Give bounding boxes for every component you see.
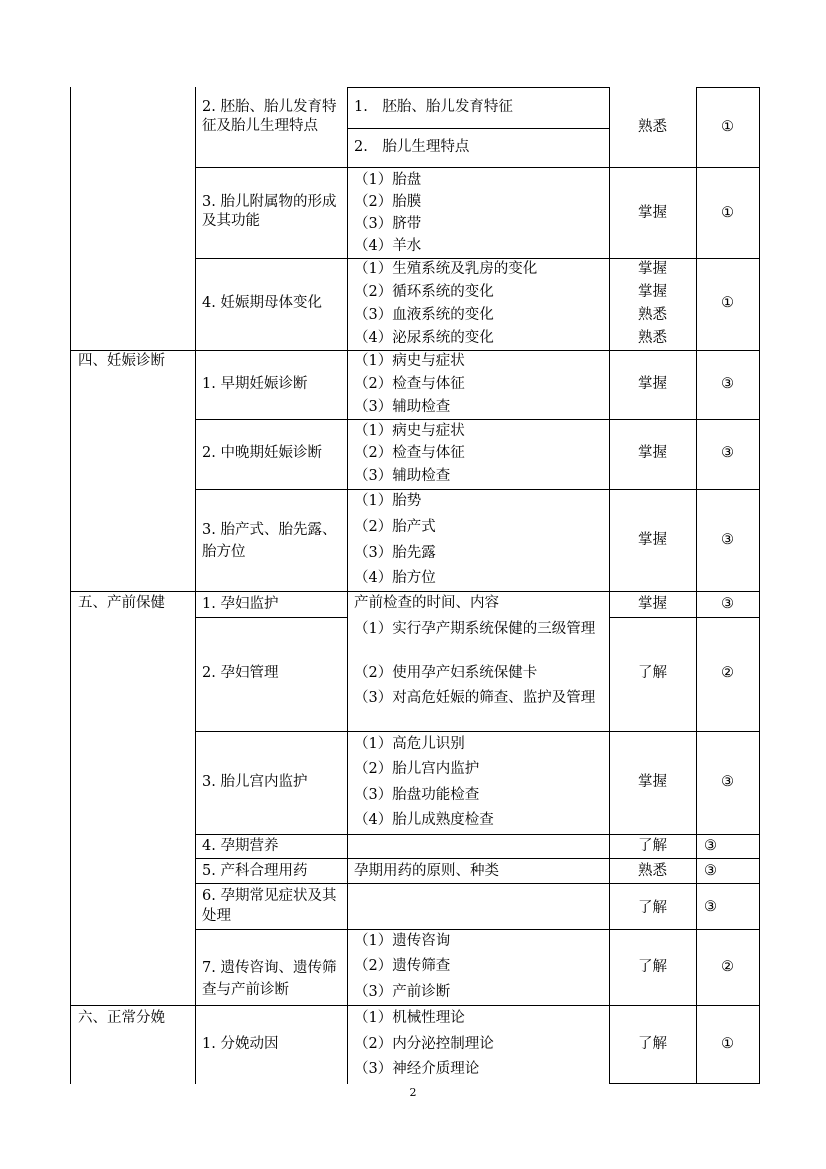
- table-cell-content: （1）遗传咨询: [354, 933, 451, 949]
- table-cell-unit: 1. 孕妇监护: [202, 596, 279, 612]
- table-border: [70, 591, 760, 592]
- table-cell-content: （2）检查与体征: [354, 376, 465, 392]
- table-border: [195, 617, 347, 618]
- table-border: [70, 87, 71, 1084]
- table-cell-content: （4）羊水: [354, 238, 422, 254]
- table-cell-content: （3）产前诊断: [354, 984, 451, 1000]
- table-border: [195, 87, 196, 1084]
- table-cell-content: （3）对高危妊娠的筛查、监护及管理: [354, 690, 596, 706]
- table-cell-mark: ③: [704, 838, 717, 854]
- table-cell-content: （1）病史与症状: [354, 353, 465, 369]
- table-cell-content: （4）胎儿成熟度检查: [354, 812, 494, 828]
- table-cell-level: 了解: [638, 1036, 667, 1052]
- table-cell-mark: ②: [721, 959, 734, 975]
- table-cell-content: （1）高危儿识别: [354, 736, 465, 752]
- table-border: [195, 258, 760, 259]
- table-border: [195, 167, 760, 168]
- table-border: [70, 1005, 760, 1006]
- table-cell-content: （4）泌尿系统的变化: [354, 330, 494, 346]
- table-cell-unit: 4. 孕期营养: [202, 838, 279, 854]
- section-title: 六、正常分娩: [78, 1010, 165, 1026]
- table-cell-unit: 2. 中晚期妊娠诊断: [202, 445, 322, 461]
- table-cell-content: （3）神经介质理论: [354, 1061, 480, 1077]
- table-cell-mark: ③: [721, 596, 734, 612]
- table-cell-unit: 1. 早期妊娠诊断: [202, 376, 308, 392]
- table-border: [195, 834, 760, 835]
- table-cell-level: 掌握: [638, 205, 667, 221]
- table-cell-mark: ①: [721, 1036, 734, 1052]
- table-cell-unit: 4. 妊娠期母体变化: [202, 295, 322, 311]
- table-cell-content: （3）辅助检查: [354, 399, 451, 415]
- table-cell-level: 了解: [638, 959, 667, 975]
- table-cell-level: 熟悉: [638, 863, 667, 879]
- table-cell-level: 掌握: [638, 445, 667, 461]
- table-cell-mark: ③: [704, 863, 717, 879]
- table-cell-content: （1）实行孕产期系统保健的三级管理: [354, 621, 596, 637]
- table-cell-unit: 3. 胎儿附属物的形成及其功能: [202, 194, 337, 229]
- table-cell-level: 掌握: [638, 261, 667, 277]
- section-title: 五、产前保健: [78, 595, 165, 611]
- table-cell-level: 了解: [638, 665, 667, 681]
- table-border: [609, 87, 610, 1084]
- table-border: [195, 929, 760, 930]
- table-cell-content: 1. 胚胎、胎儿发育特征: [354, 99, 513, 115]
- table-border: [609, 617, 760, 618]
- table-cell-content: （4）胎方位: [354, 570, 436, 586]
- table-cell-level: 掌握: [638, 284, 667, 300]
- table-cell-unit: 1. 分娩动因: [202, 1036, 279, 1052]
- table-cell-mark: ③: [704, 899, 717, 915]
- table-cell-mark: ③: [721, 774, 734, 790]
- table-cell-content: （1）病史与症状: [354, 423, 465, 439]
- table-cell-mark: ①: [721, 295, 734, 311]
- table-cell-content: （1）机械性理论: [354, 1010, 465, 1026]
- table-cell-unit: 2. 孕妇管理: [202, 665, 279, 681]
- table-cell-content: 产前检查的时间、内容: [354, 595, 499, 611]
- table-cell-content: （2）内分泌控制理论: [354, 1036, 494, 1052]
- table-cell-content: （2）使用孕产妇系统保健卡: [354, 665, 538, 681]
- table-border: [347, 87, 348, 167]
- table-cell-level: 掌握: [638, 376, 667, 392]
- table-cell-level: 了解: [638, 838, 667, 854]
- table-cell-mark: ①: [721, 205, 734, 221]
- table-cell-content: （3）胎盘功能检查: [354, 787, 480, 803]
- table-border: [195, 489, 760, 490]
- table-cell-content: （1）胎势: [354, 493, 422, 509]
- table-cell-mark: ②: [721, 665, 734, 681]
- table-border: [696, 87, 760, 88]
- table-border: [195, 858, 760, 859]
- table-cell-mark: ③: [721, 532, 734, 548]
- table-cell-unit: 3. 胎产式、胎先露、胎方位: [202, 522, 337, 560]
- table-cell-content: （1）胎盘: [354, 172, 422, 188]
- table-border: [696, 87, 697, 1084]
- table-cell-level: 了解: [638, 900, 667, 916]
- table-border: [195, 883, 760, 884]
- table-cell-content: （2）检查与体征: [354, 445, 465, 461]
- page-number: 2: [409, 1086, 417, 1099]
- table-border: [609, 1083, 760, 1084]
- table-cell-content: （3）脐带: [354, 216, 422, 232]
- table-cell-content: （3）血液系统的变化: [354, 307, 494, 323]
- table-cell-content: （1）生殖系统及乳房的变化: [354, 261, 538, 277]
- table-cell-content: （2）遗传筛查: [354, 958, 451, 974]
- table-border: [70, 350, 760, 351]
- table-cell-mark: ③: [721, 445, 734, 461]
- table-cell-mark: ③: [721, 376, 734, 392]
- table-border: [347, 167, 348, 1084]
- table-cell-content: 孕期用药的原则、种类: [354, 863, 499, 879]
- table-cell-level: 熟悉: [638, 307, 667, 323]
- table-cell-level: 熟悉: [638, 119, 667, 135]
- table-cell-content: （3）胎先露: [354, 545, 436, 561]
- table-cell-unit: 2. 胚胎、胎儿发育特征及胎儿生理特点: [202, 99, 337, 134]
- table-border: [195, 419, 760, 420]
- table-cell-level: 掌握: [638, 596, 667, 612]
- table-border: [347, 128, 609, 129]
- table-cell-unit: 7. 遗传咨询、遗传筛查与产前诊断: [202, 960, 337, 998]
- table-cell-content: 2. 胎儿生理特点: [354, 139, 470, 155]
- table-cell-unit: 5. 产科合理用药: [202, 863, 308, 879]
- table-cell-content: （2）胎产式: [354, 519, 436, 535]
- table-cell-content: （2）胎膜: [354, 194, 422, 210]
- table-cell-unit: 6. 孕期常见症状及其处理: [202, 888, 337, 924]
- table-cell-content: （3）辅助检查: [354, 468, 451, 484]
- table-cell-mark: ①: [721, 119, 734, 135]
- table-cell-unit: 3. 胎儿宫内监护: [202, 774, 308, 790]
- table-cell-content: （2）循环系统的变化: [354, 284, 494, 300]
- table-border: [759, 87, 760, 1084]
- table-cell-level: 熟悉: [638, 330, 667, 346]
- table-border: [347, 87, 609, 88]
- section-title: 四、妊娠诊断: [78, 353, 165, 369]
- table-cell-level: 掌握: [638, 774, 667, 790]
- table-border: [195, 731, 760, 732]
- table-cell-level: 掌握: [638, 532, 667, 548]
- table-cell-content: （2）胎儿宫内监护: [354, 761, 480, 777]
